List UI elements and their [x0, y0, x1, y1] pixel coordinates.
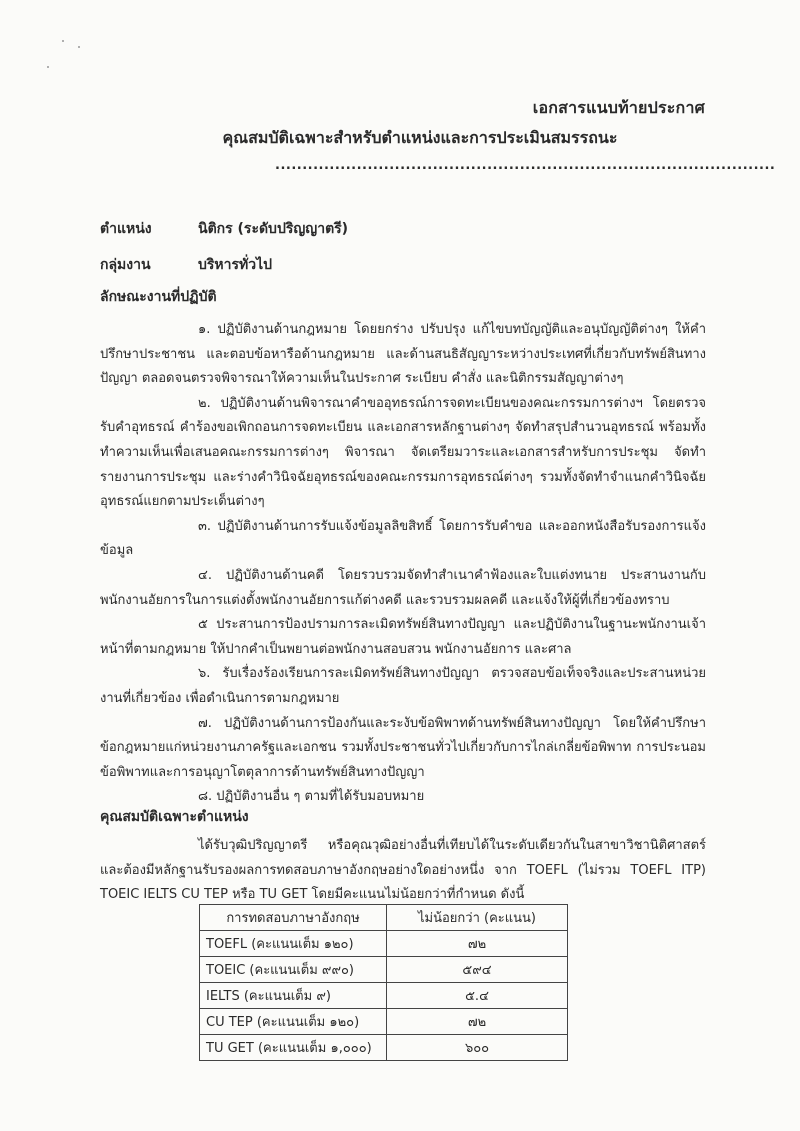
score-table	[199, 904, 568, 1061]
scan-speck	[62, 40, 64, 42]
scan-speck	[78, 46, 80, 48]
table-row	[200, 957, 568, 983]
scan-speck	[47, 66, 49, 68]
duties-list	[100, 318, 706, 810]
duty-item: ๗. ปฏิบัติงานด้านการป้องกันและระงับข้อพิพาทด้านทรัพย์สินทางปัญญา โดยให้คำปรึกษาข้อกฎหมายแก่หน่วยงานภาครัฐและเอกชน รวมทั้งประชาชนทั่วไปเกี่ยวกับการไกล่เกลี่ยข้อพิพาท การประนอมข้อพิพาทและการอนุญาโตตุลาการด้านทรัพย์สินทางปัญญา	[100, 715, 706, 780]
group-row	[100, 254, 272, 276]
table-cell-score: ๖๐๐	[387, 1035, 568, 1061]
title-separator: ............................................................................................	[275, 158, 776, 173]
table-cell-score: ๕.๔	[387, 983, 568, 1009]
table-header-test: การทดสอบภาษาอังกฤษ	[200, 905, 387, 931]
group-value: บริหารทั่วไป	[198, 257, 273, 273]
annex-label: เอกสารแนบท้ายประกาศ	[532, 98, 705, 117]
duty-item: ๓. ปฏิบัติงานด้านการรับแจ้งข้อมูลลิขสิทธิ์ โดยการรับคำขอ และออกหนังสือรับรองการแจ้งข้อมูล	[100, 518, 706, 559]
duty-item: ๕ ประสานการป้องปรามการละเมิดทรัพย์สินทางปัญญา และปฏิบัติงานในฐานะพนักงานเจ้าหน้าที่ตามกฎหมาย ให้ปากคำเป็นพยานต่อพนักงานสอบสวน พนักงานอัยการ และศาล	[100, 617, 706, 657]
table-cell-score: ๗๒	[387, 931, 568, 957]
table-cell-score: ๗๒	[387, 1009, 568, 1035]
table-cell-score: ๕๙๔	[387, 957, 568, 983]
duty-item: ๒. ปฏิบัติงานด้านพิจารณาคำขออุทธรณ์การจดทะเบียนของคณะกรรมการต่างฯ โดยตรวจรับคำอุทธรณ์ คำร้องขอเพิกถอนการจดทะเบียน และเอกสารหลักฐานต่างๆ จัดทำสรุปสำนวนอุทธรณ์ พร้อมทั้งทำความเห็นเพื่อเสนอคณะกรรมการต่างๆ พิจารณา จัดเตรียมวาระและเอกสารสำหรับการประชุม จัดทำรายงานการประชุม และร่างคำวินิจฉัยอุทธรณ์ของคณะกรรมการอุทธรณ์ต่างๆ รวมทั้งจัดทำจำแนกคำวินิจฉัยอุทธรณ์แยกตามประเด็นต่างๆ	[100, 395, 706, 510]
position-label: ตำแหน่ง	[100, 221, 152, 237]
duty-item: ๖. รับเรื่องร้องเรียนการละเมิดทรัพย์สินทางปัญญา ตรวจสอบข้อเท็จจริงและประสานหน่วยงานที่เกี่ยวข้อง เพื่อดำเนินการตามกฎหมาย	[100, 666, 706, 706]
qualification-text: ได้รับวุฒิปริญญาตรี หรือคุณวุฒิอย่างอื่นที่เทียบได้ในระดับเดียวกันในสาขาวิชานิติศาสตร์ และต้องมีหลักฐานรับรองผลการทดสอบภาษาอังกฤษอย่างใดอย่างหนึ่ง จาก TOEFL (ไม่รวม TOEFL ITP) TOEIC IELTS CU TEP หรือ TU GET โดยมีคะแนนไม่น้อยกว่าที่กำหนด ดังนี้	[100, 838, 706, 903]
table-row	[200, 983, 568, 1009]
table-cell-test: TOEFL (คะแนนเต็ม ๑๒๐)	[200, 931, 387, 957]
position-row	[100, 218, 348, 240]
table-row	[200, 1009, 568, 1035]
table-cell-test: CU TEP (คะแนนเต็ม ๑๒๐)	[200, 1009, 387, 1035]
table-cell-test: IELTS (คะแนนเต็ม ๙)	[200, 983, 387, 1009]
duty-item: ๔. ปฏิบัติงานด้านคดี โดยรวบรวมจัดทำสำเนาคำฟ้องและใบแต่งทนาย ประสานงานกับพนักงานอัยการในการแต่งตั้งพนักงานอัยการแก้ต่างคดี และรวบรวมผลคดี และแจ้งให้ผู้ที่เกี่ยวข้องทราบ	[100, 567, 706, 608]
table-cell-test: TOEIC (คะแนนเต็ม ๙๙๐)	[200, 957, 387, 983]
document-title: คุณสมบัติเฉพาะสำหรับตำแหน่งและการประเมินสมรรถนะ	[222, 128, 618, 147]
duty-item: ๘. ปฏิบัติงานอื่น ๆ ตามที่ได้รับมอบหมาย	[198, 789, 425, 805]
group-label: กลุ่มงาน	[100, 257, 151, 273]
table-row	[200, 1035, 568, 1061]
table-cell-test: TU GET (คะแนนเต็ม ๑,๐๐๐)	[200, 1035, 387, 1061]
qualification-heading: คุณสมบัติเฉพาะตำแหน่ง	[100, 809, 249, 825]
table-header-row	[200, 905, 568, 931]
table-row	[200, 931, 568, 957]
duties-heading: ลักษณะงานที่ปฏิบัติ	[100, 289, 217, 305]
position-value: นิติกร (ระดับปริญญาตรี)	[198, 221, 349, 237]
duty-item: ๑. ปฏิบัติงานด้านกฎหมาย โดยยกร่าง ปรับปรุง แก้ไขบทบัญญัติและอนุบัญญัติต่างๆ ให้คำปรึกษาประชาชน และตอบข้อหารือด้านกฎหมาย และด้านสนธิสัญญาระหว่างประเทศที่เกี่ยวกับทรัพย์สินทางปัญญา ตลอดจนตรวจพิจารณาให้ความเห็นในประกาศ ระเบียบ คำสั่ง และนิติกรรมสัญญาต่างๆ	[100, 322, 706, 387]
table-header-min-score: ไม่น้อยกว่า (คะแนน)	[387, 905, 568, 931]
qualification-text-block	[100, 834, 706, 908]
